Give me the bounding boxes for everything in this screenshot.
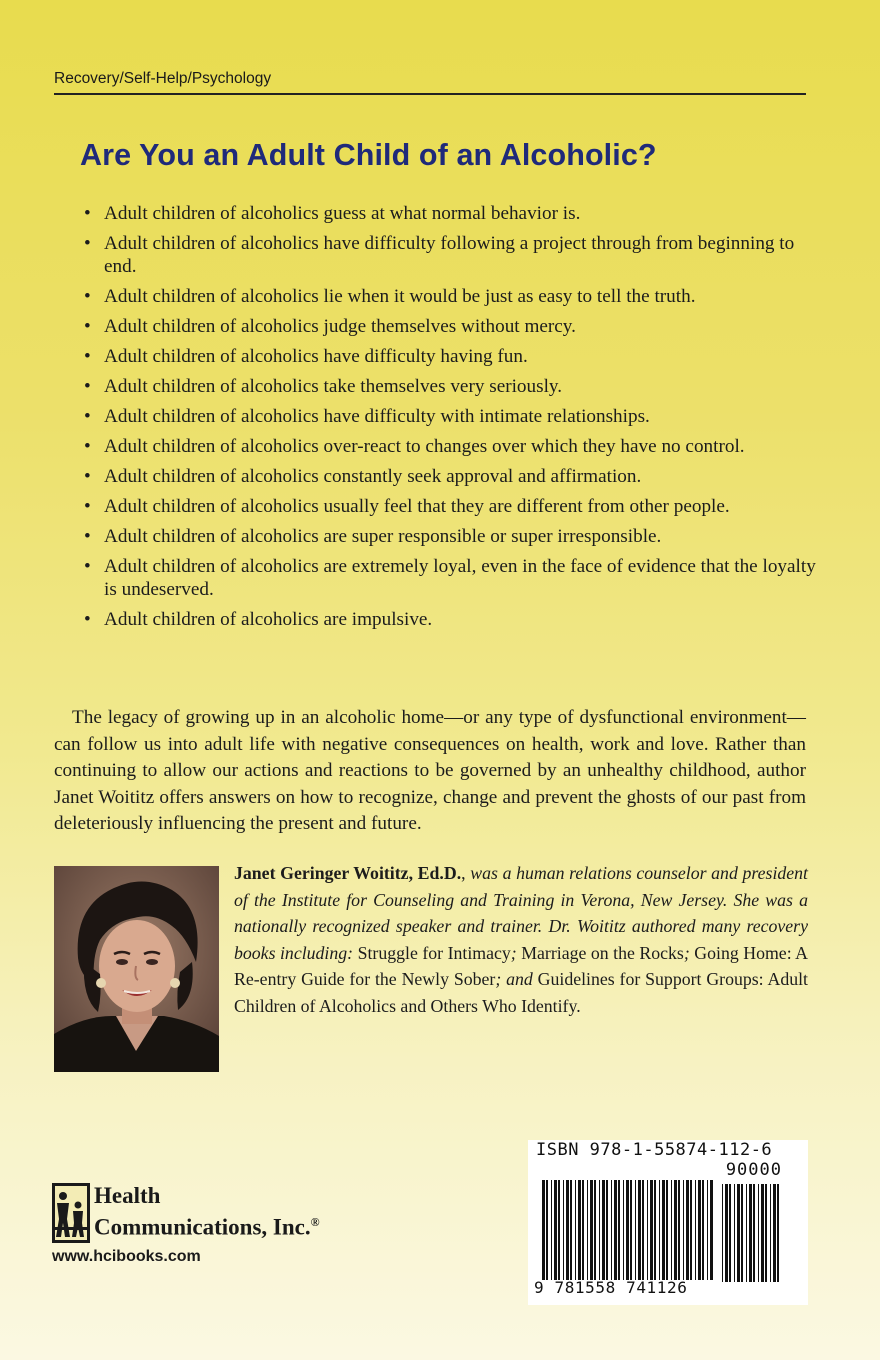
- barcode-bar: [773, 1184, 776, 1282]
- bullet-icon: •: [84, 316, 91, 337]
- barcode-bar: [618, 1180, 620, 1280]
- bullet-icon: •: [84, 406, 91, 427]
- list-item: [84, 465, 824, 488]
- publisher-name-line1: Health: [94, 1183, 161, 1208]
- registered-mark: ®: [310, 1215, 320, 1229]
- ean-digits: 9 781558 741126: [534, 1278, 688, 1297]
- list-item-text: Adult children of alcoholics judge themselves without mercy.: [104, 316, 576, 337]
- list-item-text: Adult children of alcoholics are impulsive.: [104, 609, 433, 630]
- barcode-addon-bars: [722, 1184, 780, 1282]
- barcode-bar: [582, 1180, 584, 1280]
- barcode-bar: [654, 1180, 656, 1280]
- barcode-bar: [734, 1184, 735, 1282]
- barcode-bar: [594, 1180, 596, 1280]
- barcode-bar: [770, 1184, 771, 1282]
- bullet-icon: •: [84, 466, 91, 487]
- list-item: [84, 202, 824, 225]
- barcode-bar: [695, 1180, 696, 1280]
- bullet-icon: •: [84, 286, 91, 307]
- barcode-bar: [570, 1180, 572, 1280]
- isbn-number: ISBN 978-1-55874-112-6: [536, 1140, 773, 1160]
- list-item: [84, 525, 824, 548]
- list-item: [84, 315, 824, 338]
- list-item: [84, 232, 824, 278]
- barcode-bar: [758, 1184, 759, 1282]
- book-title: Guidelines for Support Groups: Adult Children of Alcoholics and Others Who Identify: [234, 969, 809, 1016]
- barcode-bar: [599, 1180, 600, 1280]
- barcode-bar: [698, 1180, 701, 1280]
- barcode-bar: [542, 1180, 545, 1280]
- list-item: [84, 375, 824, 398]
- barcode-bar: [602, 1180, 605, 1280]
- bio-separator: ;: [510, 942, 522, 963]
- bullet-icon: •: [84, 436, 91, 457]
- list-item: [84, 285, 824, 308]
- barcode-bar: [662, 1180, 665, 1280]
- barcode-bar: [777, 1184, 779, 1282]
- list-item: [84, 345, 824, 368]
- barcode-bar: [725, 1184, 728, 1282]
- barcode-bar: [558, 1180, 560, 1280]
- list-item-text: Adult children of alcoholics are super responsible or super irresponsible.: [104, 526, 662, 547]
- barcode-bar: [638, 1180, 641, 1280]
- list-item-text: Adult children of alcoholics have difficulty having fun.: [104, 346, 528, 367]
- barcode-bar: [671, 1180, 672, 1280]
- list-item-text: Adult children of alcoholics take themselves very seriously.: [104, 376, 563, 397]
- barcode-bar: [737, 1184, 740, 1282]
- list-item-text: Adult children of alcoholics over-react to changes over which they have no control.: [104, 436, 745, 457]
- barcode-bar: [606, 1180, 608, 1280]
- list-item-text: Adult children of alcoholics are extremely loyal, even in the face of evidence that the loyalty is undeserved.: [104, 556, 816, 600]
- list-item-text: Adult children of alcoholics constantly seek approval and affirmation.: [104, 466, 642, 487]
- barcode-bar: [666, 1180, 668, 1280]
- barcode-bar: [686, 1180, 689, 1280]
- publisher-block: [52, 1183, 382, 1273]
- author-name: Janet Geringer Woititz, Ed.D.: [234, 863, 462, 883]
- barcode-bar: [749, 1184, 752, 1282]
- list-item-text: Adult children of alcoholics guess at what normal behavior is.: [104, 203, 581, 224]
- list-item: [84, 608, 824, 631]
- barcode-bar: [590, 1180, 593, 1280]
- barcode-bar: [554, 1180, 557, 1280]
- bullet-icon: •: [84, 233, 91, 254]
- symptom-list: [84, 202, 824, 638]
- list-item-text: Adult children of alcoholics lie when it would be just as easy to tell the truth.: [104, 286, 696, 307]
- barcode-bar: [707, 1180, 708, 1280]
- barcode-bar: [710, 1180, 713, 1280]
- description-paragraph: The legacy of growing up in an alcoholic home—or any type of dysfunctional environment—can follow us into adult life with negative consequences on health, work and love. Rather than continuing to allow our actions and reactions to be governed by an unhealthy childhood, author Janet Woititz offers answers on how to recognize, change and prevent the ghosts of our past from deleteriously influencing the present and future.: [54, 707, 806, 834]
- barcode-bar: [623, 1180, 624, 1280]
- barcode-bar: [761, 1184, 764, 1282]
- barcode-bar: [642, 1180, 644, 1280]
- list-item: [84, 435, 824, 458]
- bio-comma: ,: [461, 863, 466, 883]
- barcode-bar: [563, 1180, 564, 1280]
- publisher-name-line2: Communications, Inc.: [94, 1214, 311, 1240]
- barcode-bar: [678, 1180, 680, 1280]
- barcode-bar: [741, 1184, 743, 1282]
- publisher-name: [94, 1183, 320, 1241]
- barcode-bar: [566, 1180, 569, 1280]
- barcode-bar: [753, 1184, 755, 1282]
- barcode-bar: [578, 1180, 581, 1280]
- publisher-logo-icon: [52, 1183, 90, 1243]
- list-item: [84, 555, 824, 601]
- bio-separator: ; and: [495, 969, 538, 989]
- bio-end: .: [576, 995, 581, 1016]
- bullet-icon: •: [84, 376, 91, 397]
- barcode-bar: [630, 1180, 632, 1280]
- barcode-main-bars: [542, 1180, 716, 1288]
- barcode-bar: [575, 1180, 576, 1280]
- publisher-url: www.hcibooks.com: [52, 1248, 201, 1265]
- bio-separator: ;: [683, 942, 695, 963]
- barcode-bar: [587, 1180, 588, 1280]
- category-label: Recovery/Self-Help/Psychology: [54, 70, 272, 87]
- author-portrait-image: [54, 866, 219, 1072]
- list-item-text: Adult children of alcoholics usually feel that they are different from other people.: [104, 496, 730, 517]
- author-photo: [54, 866, 219, 1072]
- barcode-bar: [659, 1180, 660, 1280]
- barcode-bar: [551, 1180, 552, 1280]
- bullet-icon: •: [84, 526, 91, 547]
- barcode-bar: [683, 1180, 684, 1280]
- book-title: Marriage on the Rocks: [521, 942, 684, 963]
- bullet-icon: •: [84, 203, 91, 224]
- barcode-bar: [611, 1180, 612, 1280]
- isbn-barcode: [528, 1140, 808, 1305]
- barcode-bar: [722, 1184, 723, 1282]
- barcode-bar: [647, 1180, 648, 1280]
- barcode-bar: [746, 1184, 747, 1282]
- book-title: Going Home: A Re-entry Guide for the Newly Sober: [234, 942, 808, 989]
- barcode-bar: [650, 1180, 653, 1280]
- price-code: 90000: [725, 1160, 782, 1180]
- bio-text: was a human relations counselor and president of the Institute for Counseling and Training in Verona, New Jersey. She was a nationally recognized speaker and trainer. Dr. Woititz authored many recovery books including:: [234, 863, 809, 963]
- list-item-text: Adult children of alcoholics have difficulty with intimate relationships.: [104, 406, 650, 427]
- barcode-bar: [729, 1184, 731, 1282]
- author-bio: [234, 860, 808, 1019]
- barcode-bar: [690, 1180, 692, 1280]
- list-item-text: Adult children of alcoholics have difficulty following a project through from beginning to end.: [104, 233, 795, 277]
- bullet-icon: •: [84, 346, 91, 367]
- bullet-icon: •: [84, 496, 91, 517]
- category-divider: [54, 93, 806, 95]
- bullet-icon: •: [84, 556, 91, 577]
- barcode-bar: [546, 1180, 548, 1280]
- list-item: [84, 495, 824, 518]
- back-cover-title: Are You an Adult Child of an Alcoholic?: [80, 138, 657, 172]
- bullet-icon: •: [84, 609, 91, 630]
- barcode-bar: [635, 1180, 636, 1280]
- list-item: [84, 405, 824, 428]
- barcode-bar: [614, 1180, 617, 1280]
- book-title: Struggle for Intimacy: [357, 942, 511, 963]
- barcode-bar: [702, 1180, 704, 1280]
- barcode-bar: [674, 1180, 677, 1280]
- barcode-bar: [765, 1184, 767, 1282]
- barcode-bar: [626, 1180, 629, 1280]
